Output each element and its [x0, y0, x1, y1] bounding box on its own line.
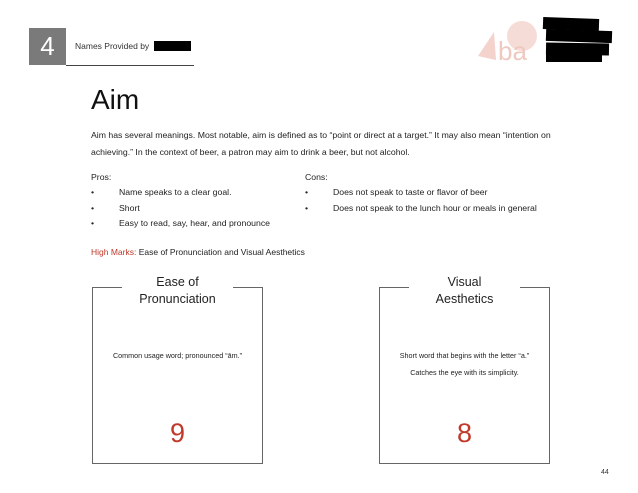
card-score: 9	[169, 418, 186, 448]
bullet-icon: •	[305, 202, 309, 213]
score-card-aesthetics	[379, 275, 550, 464]
card-title: Ease of Pronunciation	[139, 275, 216, 306]
score-card-pronunciation	[92, 275, 263, 464]
svg-text:ba: ba	[498, 36, 527, 66]
redaction-bar	[546, 54, 602, 62]
card-border	[380, 287, 409, 288]
redaction-bar	[546, 29, 612, 43]
card-score: 8	[456, 418, 473, 448]
redaction-bar	[154, 41, 191, 51]
high-marks-label: High Marks:	[91, 247, 137, 257]
list-item: • Easy to read, say, hear, and pronounce	[91, 216, 301, 232]
list-item: • Name speaks to a clear goal.	[91, 185, 301, 201]
list-item: • Does not speak to taste or flavor of beer	[305, 185, 565, 201]
page-number: 44	[601, 469, 609, 476]
pros-column	[91, 172, 301, 232]
header-label: Names Provided by	[75, 41, 150, 51]
bullet-icon: •	[91, 202, 95, 213]
list-item: • Short	[91, 201, 301, 217]
high-marks-text: Ease of Pronunciation and Visual Aesthetics	[138, 247, 305, 257]
intro-paragraph: Aim has several meanings. Most notable, aim is defined as to “point or direct at a target.” It may also mean “intention on achieving.” In the context of beer, a patron may aim to drink a beer, but not alcohol.	[91, 130, 551, 157]
card-border	[520, 287, 549, 288]
section-number-badge: 4	[29, 28, 66, 65]
header-divider	[66, 65, 194, 66]
bullet-icon: •	[91, 218, 95, 228]
list-item: • Does not speak to the lunch hour or meals in general	[305, 201, 565, 217]
card-description: Short word that begins with the letter “a.” Catches the eye with its simplicity.	[399, 351, 530, 377]
logo-watermark-icon	[474, 20, 544, 66]
page-title: Aim	[91, 84, 140, 115]
bullet-icon: •	[91, 187, 95, 197]
cons-heading: Cons:	[305, 172, 328, 182]
card-border	[93, 287, 122, 288]
card-border	[233, 287, 262, 288]
card-title: Visual Aesthetics	[435, 275, 494, 306]
card-description: Common usage word; pronounced “ām.”	[112, 351, 243, 360]
bullet-icon: •	[305, 187, 309, 197]
cons-column	[305, 172, 565, 216]
pros-heading: Pros:	[91, 172, 112, 182]
high-marks-line	[91, 247, 305, 257]
